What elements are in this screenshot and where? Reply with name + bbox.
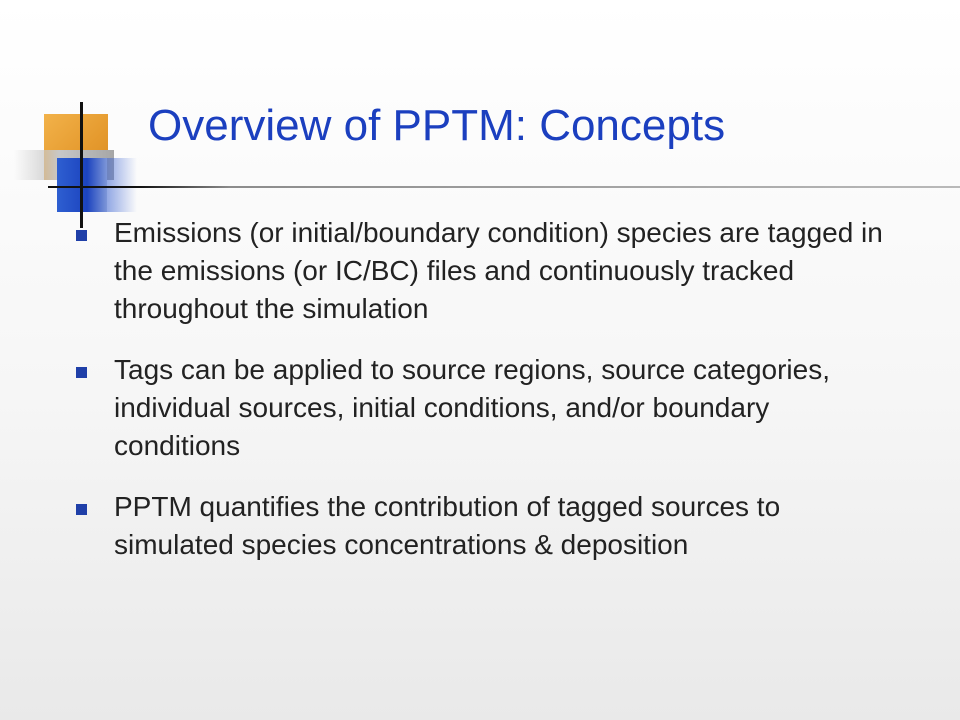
square-bullet-icon	[76, 367, 87, 378]
square-bullet-icon	[76, 230, 87, 241]
bullet-item-tagging	[76, 214, 896, 328]
bullet-text: PPTM quantifies the contribution of tagged sources to simulated species concentrations & deposition	[114, 491, 781, 560]
bullet-text: Emissions (or initial/boundary condition) species are tagged in the emissions (or IC/BC) files and continuously tracked throughout the simulation	[114, 217, 883, 324]
bullet-text: Tags can be applied to source regions, source categories, individual sources, initial conditions, and/or boundary conditions	[114, 354, 830, 461]
bullet-item-tags	[76, 351, 896, 465]
bullet-item-quantifies	[76, 488, 896, 564]
bullet-list	[76, 214, 896, 587]
slide-title: Overview of PPTM: Concepts	[148, 101, 726, 150]
logo-blue-fade	[107, 158, 137, 212]
title-underline	[48, 186, 960, 188]
logo-vertical-line	[80, 102, 83, 228]
square-bullet-icon	[76, 504, 87, 515]
